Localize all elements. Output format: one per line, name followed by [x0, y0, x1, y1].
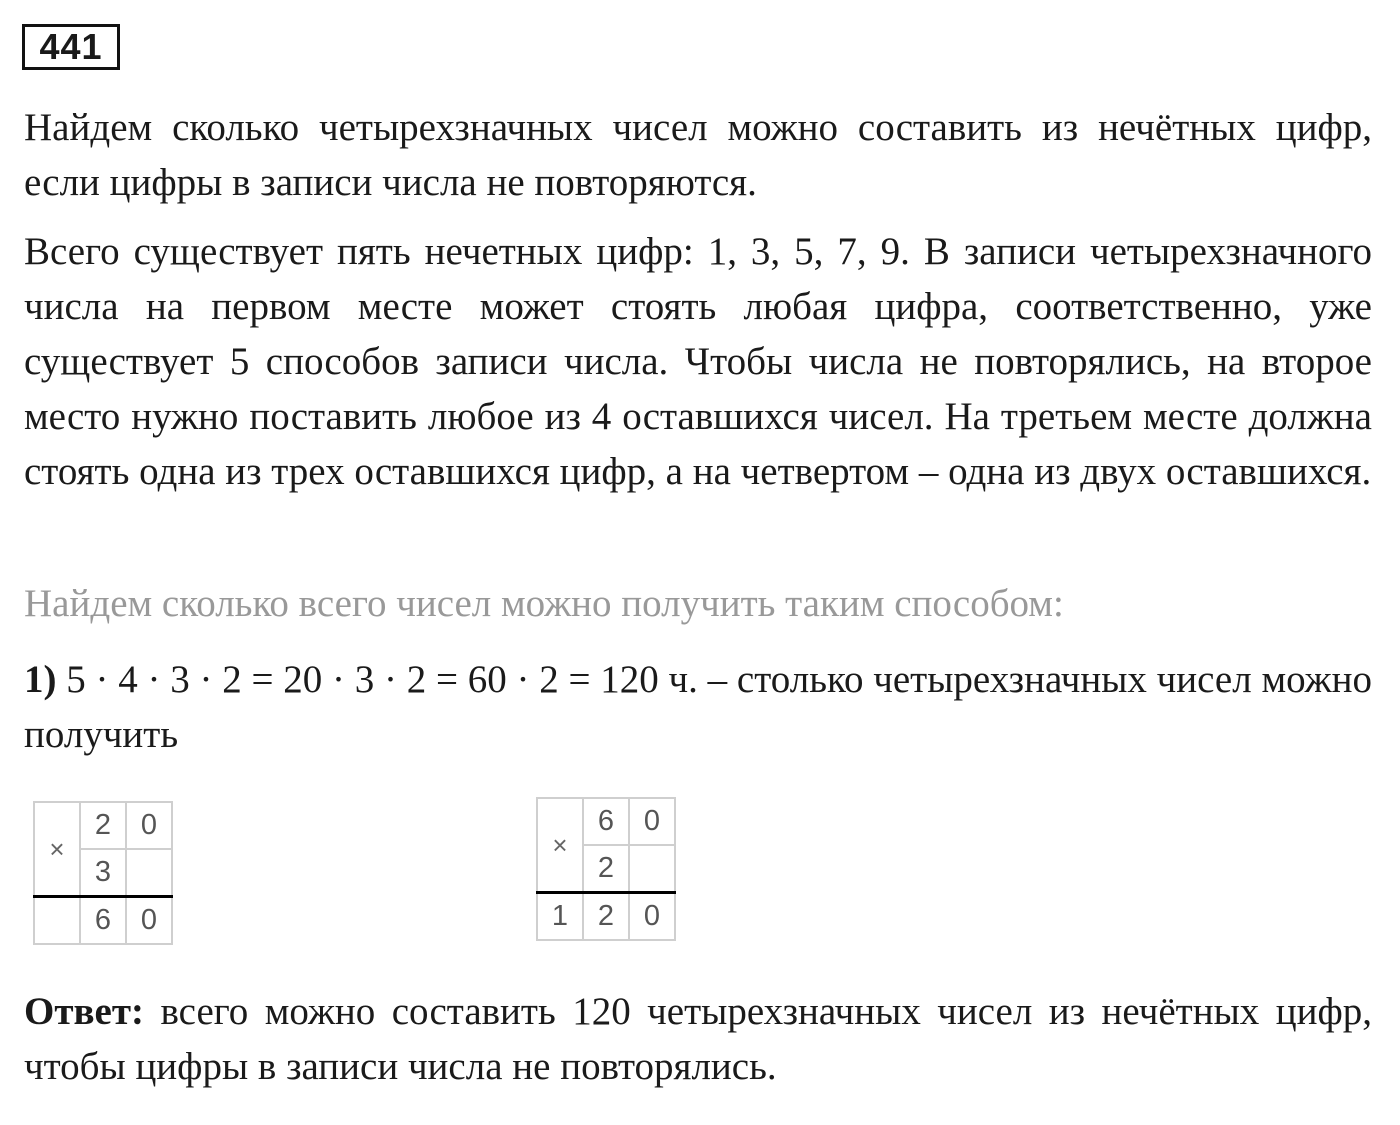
- calc-digit: 2: [583, 845, 629, 893]
- calc-result-digit: 6: [80, 897, 126, 945]
- calc-result-digit: 0: [126, 897, 172, 945]
- answer-text: всего можно составить 120 четырехзначных чисел из нечётных цифр, чтобы цифры в записи числа не повторялись.: [24, 990, 1372, 1088]
- multiplication-20x3: [33, 801, 173, 945]
- problem-number: 441: [22, 24, 120, 70]
- step-text: 5 · 4 · 3 · 2 = 20 · 3 · 2 = 60 · 2 = 120 ч. – столько четырехзначных чисел можно получить: [24, 658, 1372, 756]
- explanation-paragraph: Всего существует пять нечетных цифр: 1, 3, 5, 7, 9. В записи четырехзначного числа на первом месте может стоять любая цифра, соответственно, уже существует 5 способов записи числа. Чтобы числа не повторялись, на второе место нужно поставить любое из 4 оставшихся чисел. На третьем месте должна стоять одна из трех оставшихся цифр, а на четвертом – одна из двух оставшихся.: [24, 230, 1372, 493]
- multiplication-60x2: [536, 797, 676, 941]
- calc-digit: [126, 849, 172, 897]
- intro-paragraph: Найдем сколько четырехзначных чисел можно составить из нечётных цифр, если цифры в записи числа не повторяются.: [24, 106, 1372, 204]
- hint-text: Найдем сколько всего чисел можно получить таким способом:: [24, 582, 1064, 625]
- step-1: [24, 652, 1372, 762]
- calc-digit: [629, 845, 675, 893]
- calc-result-digit: 0: [629, 893, 675, 941]
- step-number: 1): [24, 658, 57, 701]
- answer-paragraph: [24, 984, 1372, 1094]
- answer-label: Ответ:: [24, 990, 145, 1033]
- calc-digit: 0: [126, 802, 172, 849]
- calc-digit: 0: [629, 798, 675, 845]
- calc-digit: 6: [583, 798, 629, 845]
- multiply-sign: ×: [34, 802, 80, 897]
- calc-result-digit: [34, 897, 80, 945]
- calc-digit: 2: [80, 802, 126, 849]
- calc-digit: 3: [80, 849, 126, 897]
- multiply-sign: ×: [537, 798, 583, 893]
- calc-result-digit: 1: [537, 893, 583, 941]
- calc-result-digit: 2: [583, 893, 629, 941]
